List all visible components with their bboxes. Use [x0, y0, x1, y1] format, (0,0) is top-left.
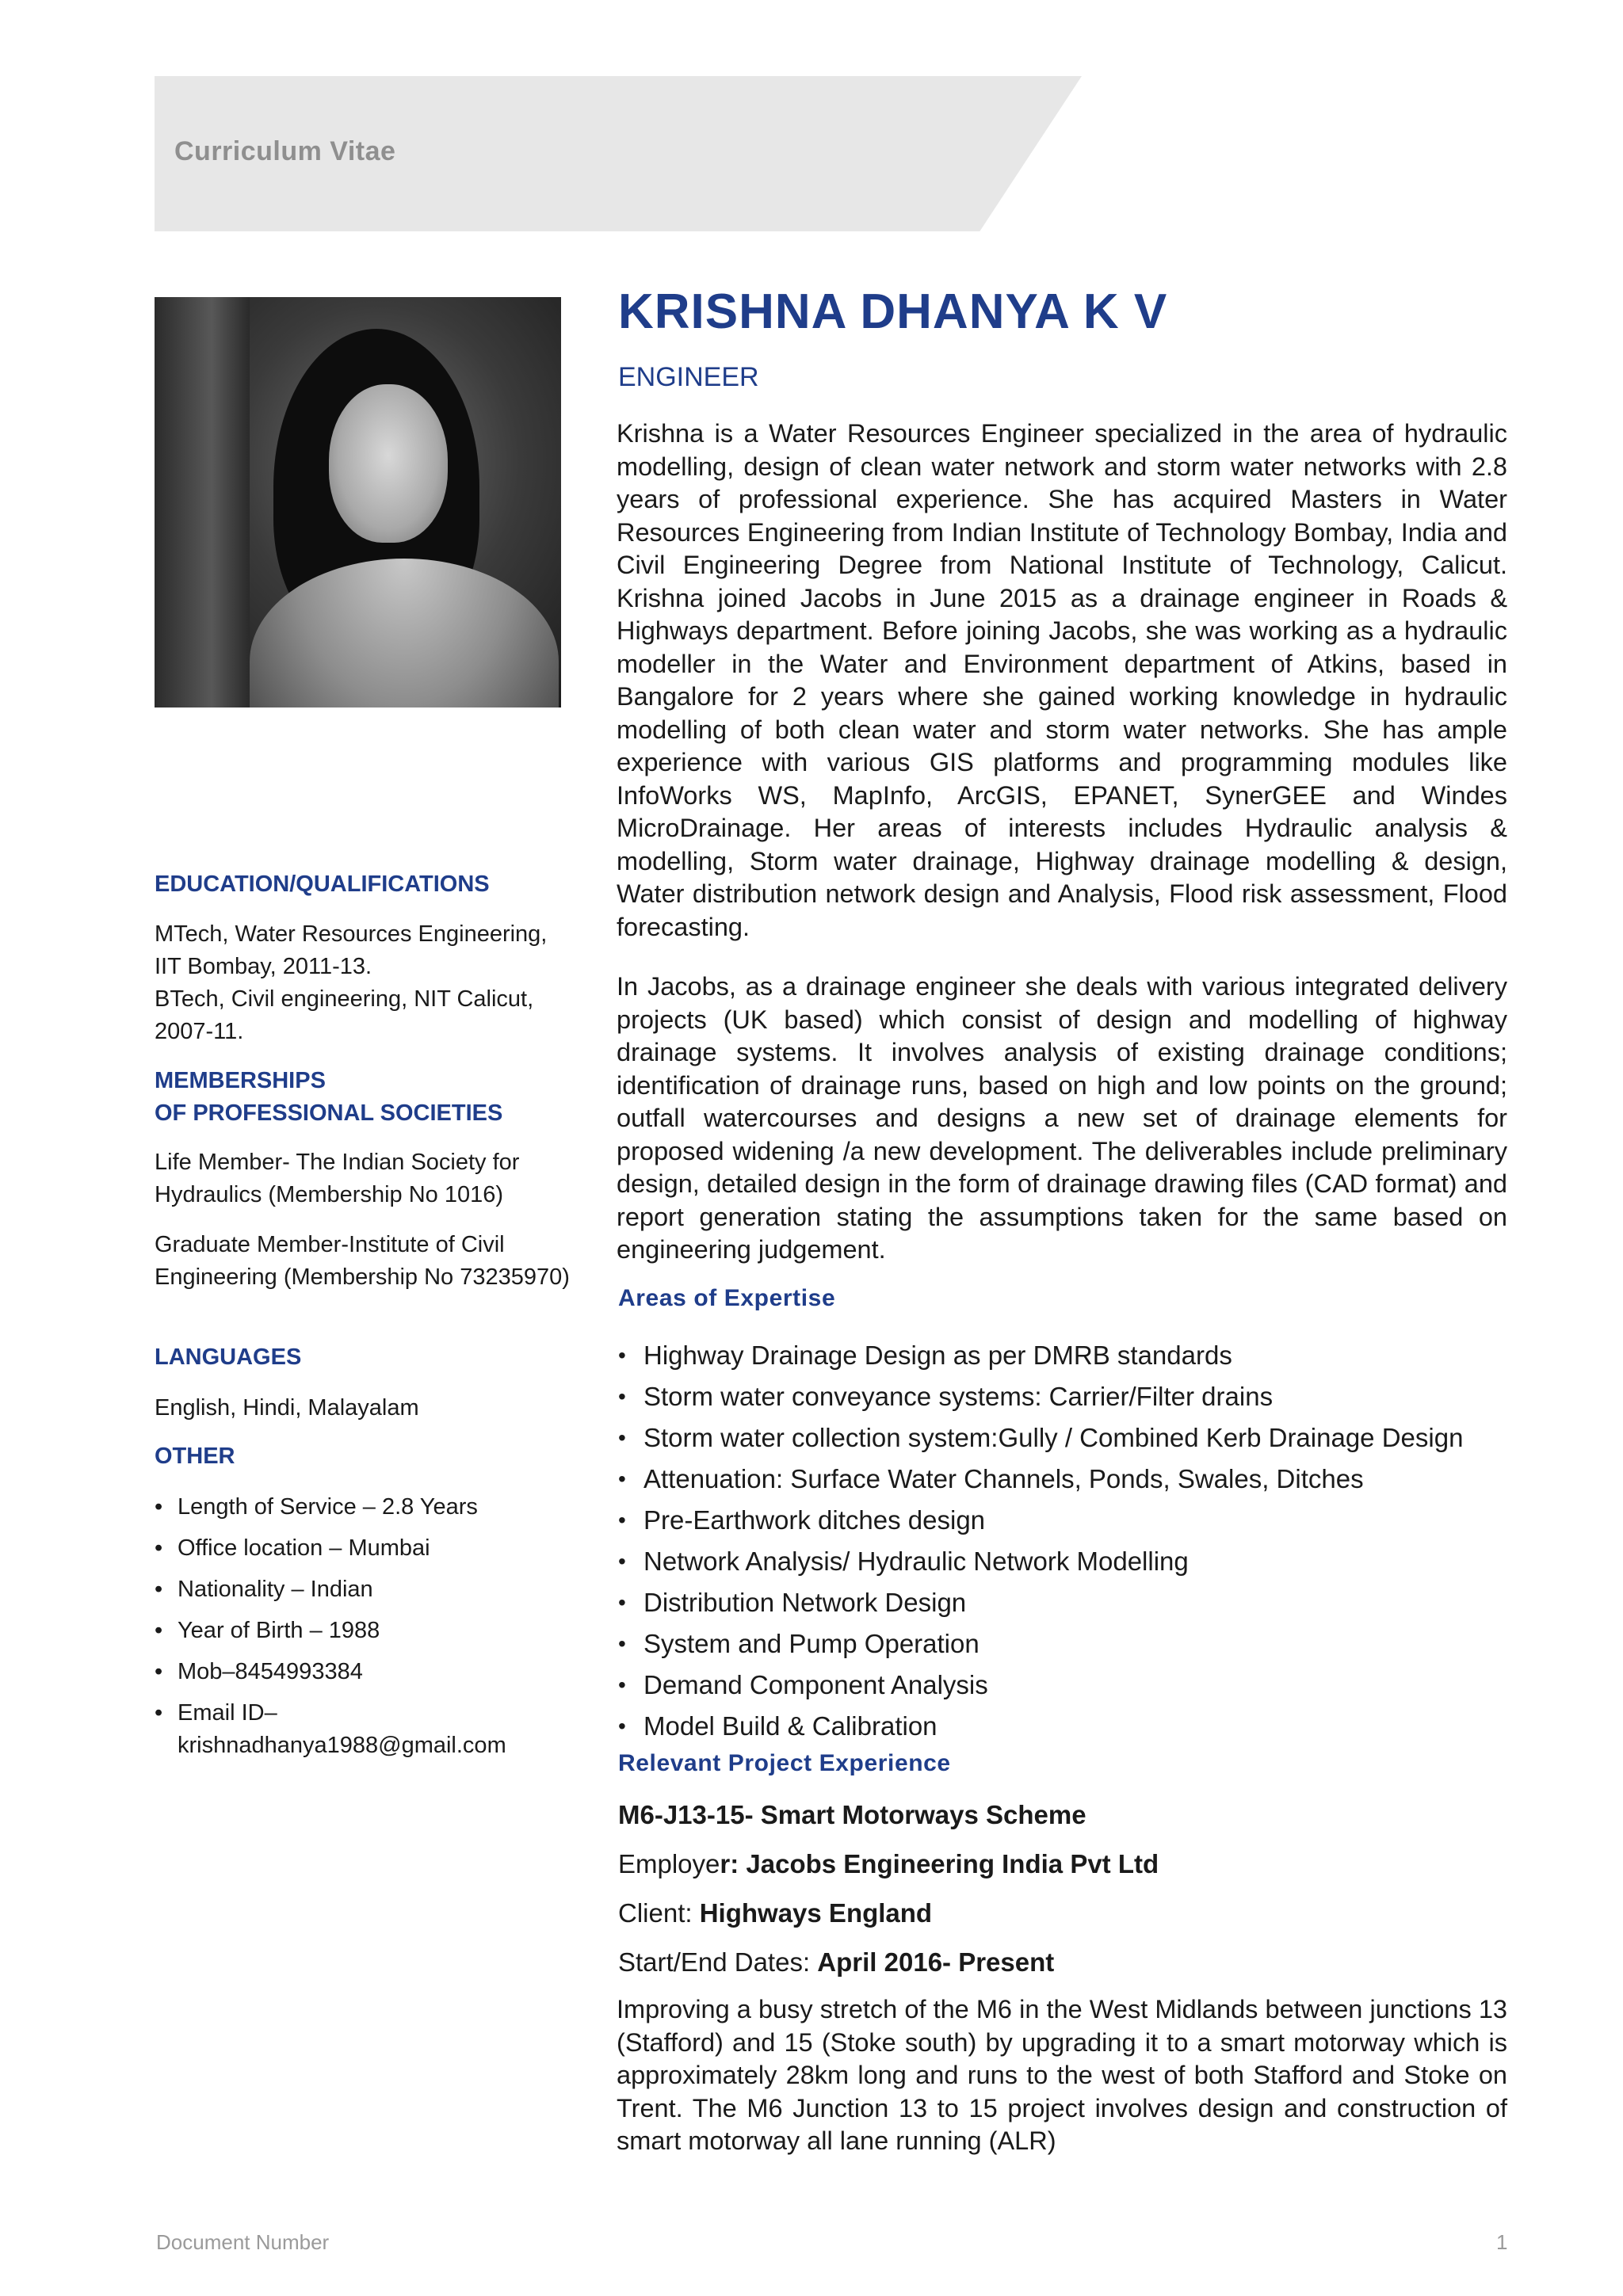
candidate-role: ENGINEER	[618, 362, 759, 392]
memberships-heading-line-2: OF PROFESSIONAL SOCIETIES	[155, 1100, 503, 1126]
summary-paragraph-2: In Jacobs, as a drainage engineer she deals with various integrated delivery projects (UK based) which consist of design and modelling of highway drainage systems. It involves analysis of existing drainage conditions; identification of drainage runs, based on high and low points on the ground; outfall watercourses and designs a new set of drainage elements for proposed widening /a new development. The deliverables include preliminary design, detailed design in the form of drainage drawing files (CAD format) and report generation stating the assumptions taken for the same based on engineering judgement.	[617, 972, 1507, 1264]
client-value: Highways England	[699, 1898, 933, 1928]
education-entry-2: BTech, Civil engineering, NIT Calicut, 2007-11.	[155, 986, 534, 1044]
employer-value: r: Jacobs Engineering India Pvt Ltd	[720, 1849, 1159, 1878]
membership-entry-2-block	[155, 1229, 575, 1294]
project-client	[618, 1898, 932, 1928]
other-section	[155, 1440, 575, 1473]
expertise-item: • Demand Component Analysis	[618, 1665, 1509, 1706]
project-dates	[618, 1947, 1054, 1978]
memberships-section	[155, 1065, 575, 1130]
education-entry-1: MTech, Water Resources Engineering, IIT Bombay, 2011-13.	[155, 921, 548, 979]
footer-document-number: Document Number	[156, 2230, 330, 2254]
summary-section	[617, 418, 1507, 944]
dates-value: April 2016- Present	[817, 1947, 1055, 1977]
project-heading: Relevant Project Experience	[618, 1750, 951, 1776]
dates-label: Start/End Dates:	[618, 1947, 818, 1977]
employer-label: Employe	[618, 1849, 720, 1878]
membership-entry-1-block	[155, 1146, 575, 1211]
memberships-heading-line-1: MEMBERSHIPS	[155, 1068, 326, 1093]
client-label: Client:	[618, 1898, 700, 1928]
expertise-item: • Highway Drainage Design as per DMRB standards	[618, 1335, 1509, 1376]
other-list	[155, 1491, 575, 1762]
summary-paragraph-1: Krishna is a Water Resources Engineer specialized in the area of hydraulic modelling, design of clean water network and storm water networks with 2.8 years of professional experience. She has acquired Masters in Water Resources Engineering from Indian Institute of Technology Bombay, India and Civil Engineering Degree from National Institute of Technology, Calicut. Krishna joined Jacobs in June 2015 as a drainage engineer in Roads & Highways department. Before joining Jacobs, she was working as a hydraulic modeller in the Water and Environment department of Atkins, based in Bangalore for 2 years where she gained working knowledge in hydraulic modelling of both clean water and storm water networks. She has ample experience with various GIS platforms and programming modules like InfoWorks WS, MapInfo, ArcGIS, EPANET, SynerGEE and Windes MicroDrainage. Her areas of interests includes Hydraulic analysis & modelling, Storm water drainage, Highway drainage modelling & design, Water distribution network design and Analysis, Flood risk assessment, Flood forecasting.	[617, 419, 1507, 941]
membership-entry-2: Graduate Member-Institute of Civil Engineering (Membership No 73235970)	[155, 1232, 570, 1290]
summary-section-2	[617, 971, 1507, 1267]
other-item-nationality: • Nationality – Indian	[155, 1573, 575, 1606]
expertise-item: • Model Build & Calibration	[618, 1706, 1509, 1747]
photo-face	[329, 384, 448, 543]
expertise-item: • System and Pump Operation	[618, 1623, 1509, 1665]
project-employer	[618, 1849, 1159, 1879]
photo-background-tree	[155, 297, 250, 707]
other-heading: OTHER	[155, 1444, 235, 1469]
expertise-item: • Attenuation: Surface Water Channels, Ponds, Swales, Ditches	[618, 1459, 1509, 1500]
expertise-item: • Storm water conveyance systems: Carrier/Filter drains	[618, 1376, 1509, 1417]
expertise-item: • Storm water collection system:Gully / Combined Kerb Drainage Design	[618, 1417, 1509, 1459]
candidate-name: KRISHNA DHANYA K V	[618, 284, 1168, 339]
project-description-block	[617, 1993, 1507, 2158]
membership-entry-1: Life Member- The Indian Society for Hydraulics (Membership No 1016)	[155, 1150, 520, 1207]
other-item-mobile: • Mob–8454993384	[155, 1656, 575, 1688]
footer-page-number: 1	[1496, 2230, 1508, 2254]
other-list-block	[155, 1491, 575, 1771]
other-item-email: • Email ID– krishnadhanya1988@gmail.com	[155, 1697, 575, 1762]
other-item-office: • Office location – Mumbai	[155, 1532, 575, 1565]
expertise-item: • Network Analysis/ Hydraulic Network Modelling	[618, 1541, 1509, 1582]
project-description: Improving a busy stretch of the M6 in the West Midlands between junctions 13 (Stafford) and 15 (Stoke south) by upgrading it to a smart motorway which is approximately 28km long and runs to the west of both Stafford and Stoke on Trent. The M6 Junction 13 to 15 project involves design and construction of smart motorway all lane running (ALR)	[617, 1995, 1507, 2155]
banner-title: Curriculum Vitae	[174, 136, 396, 166]
education-section	[155, 868, 575, 901]
other-item-service: • Length of Service – 2.8 Years	[155, 1491, 575, 1524]
languages-section	[155, 1341, 575, 1374]
languages-block	[155, 1392, 575, 1425]
profile-photo	[155, 297, 561, 707]
expertise-item: • Pre-Earthwork ditches design	[618, 1500, 1509, 1541]
languages-value: English, Hindi, Malayalam	[155, 1395, 419, 1421]
education-heading: EDUCATION/QUALIFICATIONS	[155, 871, 490, 897]
expertise-heading: Areas of Expertise	[618, 1285, 836, 1311]
education-list	[155, 918, 575, 1048]
project-title: M6-J13-15- Smart Motorways Scheme	[618, 1800, 1086, 1829]
expertise-list	[618, 1335, 1509, 1747]
languages-heading: LANGUAGES	[155, 1344, 302, 1370]
other-item-birth-year: • Year of Birth – 1988	[155, 1615, 575, 1647]
expertise-item: • Distribution Network Design	[618, 1582, 1509, 1623]
